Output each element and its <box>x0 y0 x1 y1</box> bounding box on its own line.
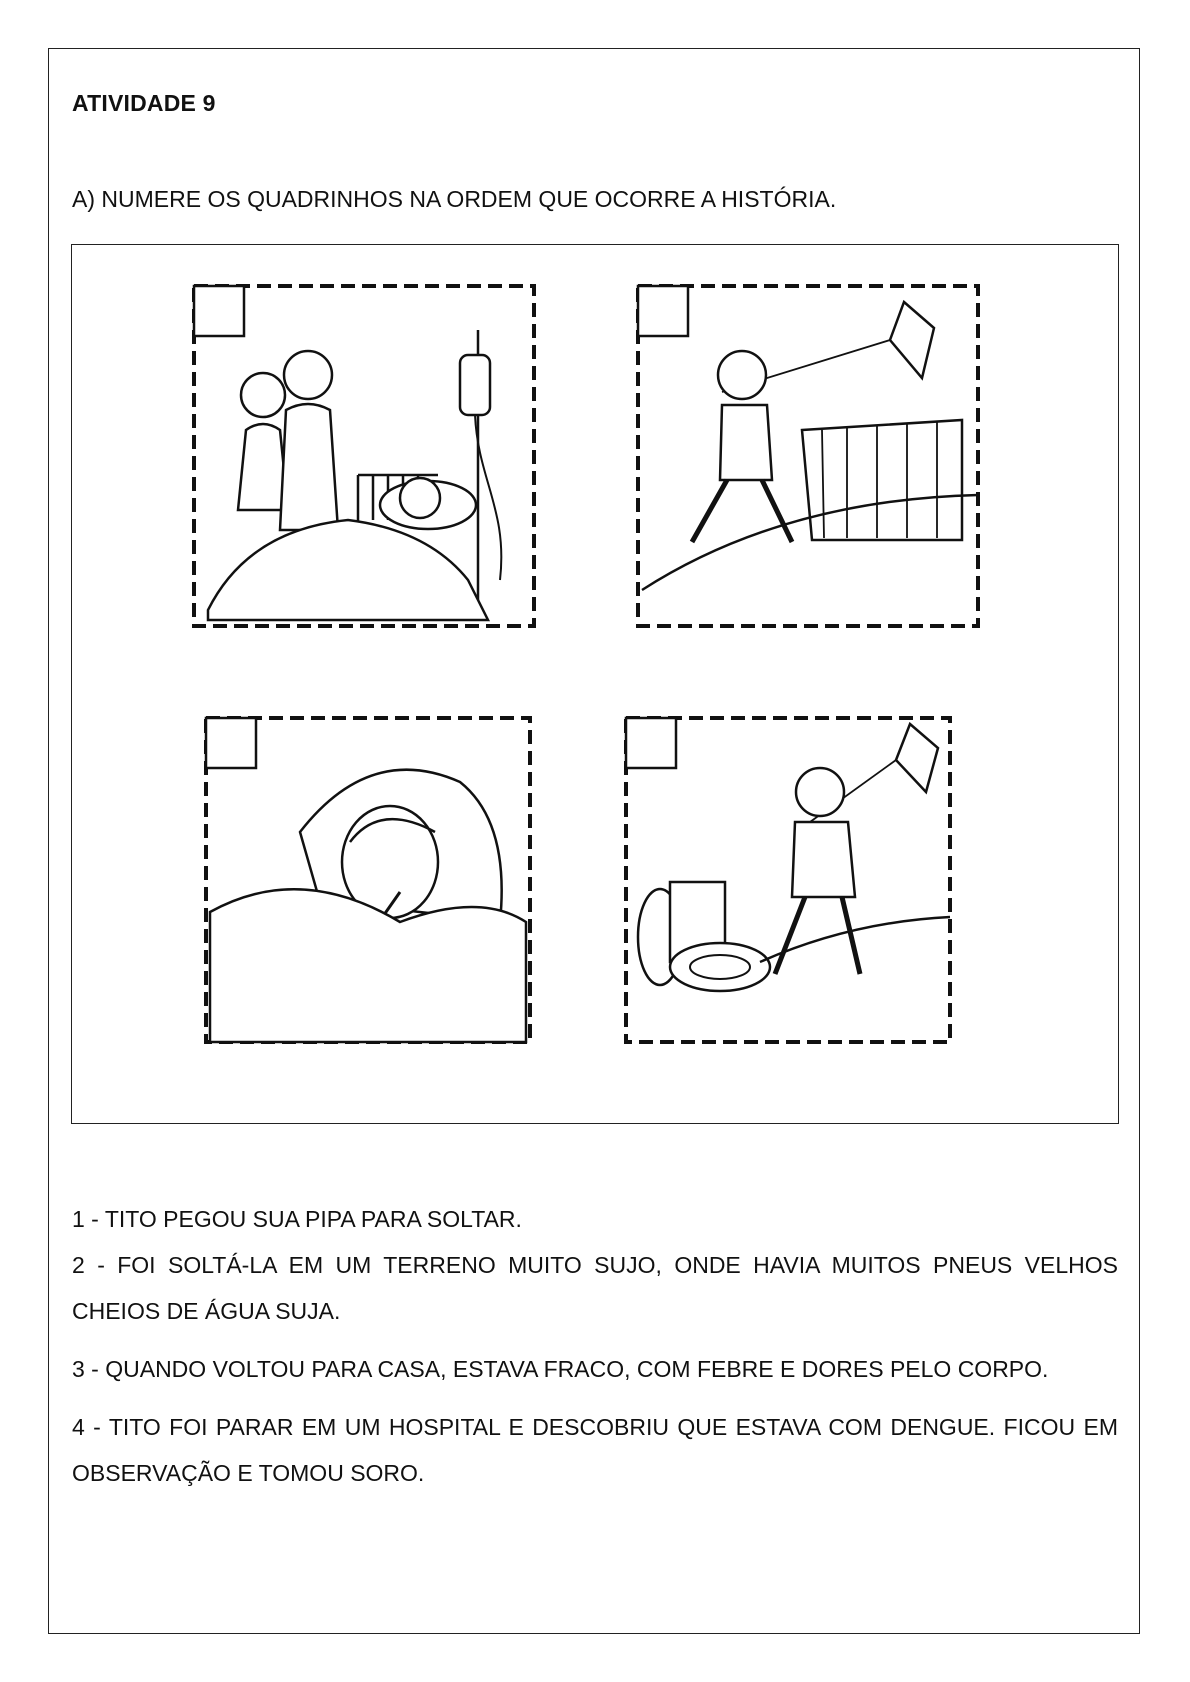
sick-boy-in-bed-icon <box>200 712 536 1048</box>
comic-panel-tires <box>620 712 956 1048</box>
hospital-scene-icon <box>188 280 540 632</box>
number-box[interactable] <box>626 718 676 768</box>
comic-panel-sick-in-bed <box>200 712 536 1048</box>
statement-1: 1 - TITO PEGOU SUA PIPA PARA SOLTAR. <box>72 1206 522 1232</box>
number-box[interactable] <box>638 286 688 336</box>
statement-4: 4 - TITO FOI PARAR EM UM HOSPITAL E DESCOBRIU QUE ESTAVA COM DENGUE. FICOU EM OBSERVAÇÃO E TOMOU SORO. <box>72 1414 1118 1486</box>
statement-2: 2 - FOI SOLTÁ-LA EM UM TERRENO MUITO SUJO, ONDE HAVIA MUITOS PNEUS VELHOS CHEIOS DE ÁGUA SUJA. <box>72 1252 1118 1324</box>
story-statements <box>72 1196 1118 1496</box>
comic-panel-kite <box>632 280 984 632</box>
statement-3: 3 - QUANDO VOLTOU PARA CASA, ESTAVA FRACO, COM FEBRE E DORES PELO CORPO. <box>72 1356 1049 1382</box>
boy-kite-tires-icon <box>620 712 956 1048</box>
number-box[interactable] <box>206 718 256 768</box>
activity-title: ATIVIDADE 9 <box>72 90 216 116</box>
number-box[interactable] <box>194 286 244 336</box>
boy-flying-kite-icon <box>632 280 984 632</box>
comic-panel-hospital <box>188 280 540 632</box>
instruction-text: A) NUMERE OS QUADRINHOS NA ORDEM QUE OCORRE A HISTÓRIA. <box>72 186 837 212</box>
